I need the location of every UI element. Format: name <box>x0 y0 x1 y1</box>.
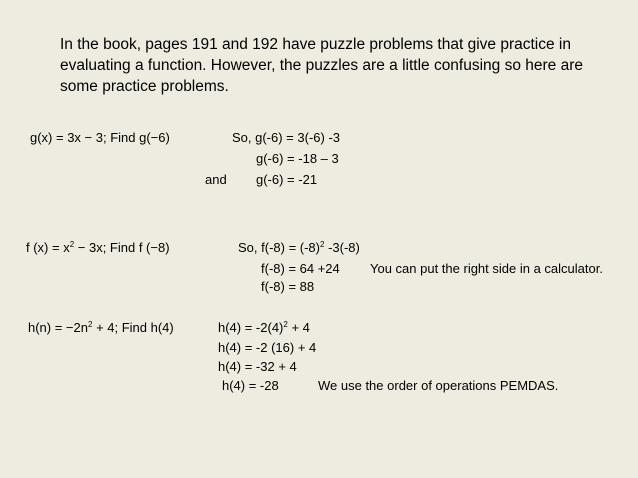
h-step-2: h(4) = -2 (16) + 4 <box>218 340 317 355</box>
g-step-2: g(-6) = -18 – 3 <box>256 151 339 166</box>
g-step-1: So, g(-6) = 3(-6) -3 <box>232 130 341 145</box>
h-question-part-2: + 4; Find h(4) <box>92 320 174 335</box>
f-question-part-2: − 3x; Find f (−8) <box>74 240 170 255</box>
f-step-1-part-1: So, f(-8) = (-8) <box>238 240 320 255</box>
f-question-exponent: 2 <box>69 240 75 249</box>
h-step-1-part-1: h(4) = -2(4) <box>218 320 284 335</box>
intro-line-1: In the book, pages 191 and 192 have puzzle problems that give practice in <box>60 36 571 53</box>
f-step-1-exponent: 2 <box>320 240 325 249</box>
h-question-part-1: h(n) = −2n <box>28 320 88 335</box>
intro-paragraph <box>60 34 620 97</box>
f-question-part-1: f (x) = x <box>26 240 70 255</box>
f-step-1-part-2: -3(-8) <box>324 240 360 255</box>
intro-line-3: some practice problems. <box>60 78 229 95</box>
h-step-1-exponent: 2 <box>283 320 288 329</box>
h-step-4: h(4) = -28 <box>222 378 279 393</box>
f-calculator-note: You can put the right side in a calculator. <box>370 261 603 276</box>
g-question: g(x) = 3x − 3; Find g(−6) <box>30 130 170 145</box>
g-and-label: and <box>205 172 227 187</box>
h-question <box>28 320 174 335</box>
h-pemdas-note: We use the order of operations PEMDAS. <box>318 378 559 393</box>
f-step-3: f(-8) = 88 <box>261 279 315 294</box>
intro-line-2: evaluating a function. However, the puzzles are a little confusing so here are <box>60 57 584 74</box>
h-question-exponent: 2 <box>88 320 93 329</box>
g-step-3: g(-6) = -21 <box>256 172 318 187</box>
f-step-2: f(-8) = 64 +24 <box>261 261 340 276</box>
h-step-3: h(4) = -32 + 4 <box>218 359 297 374</box>
h-step-1-part-2: + 4 <box>287 320 310 335</box>
f-step-1 <box>238 240 360 255</box>
h-step-1 <box>218 320 310 335</box>
f-question <box>26 240 170 255</box>
